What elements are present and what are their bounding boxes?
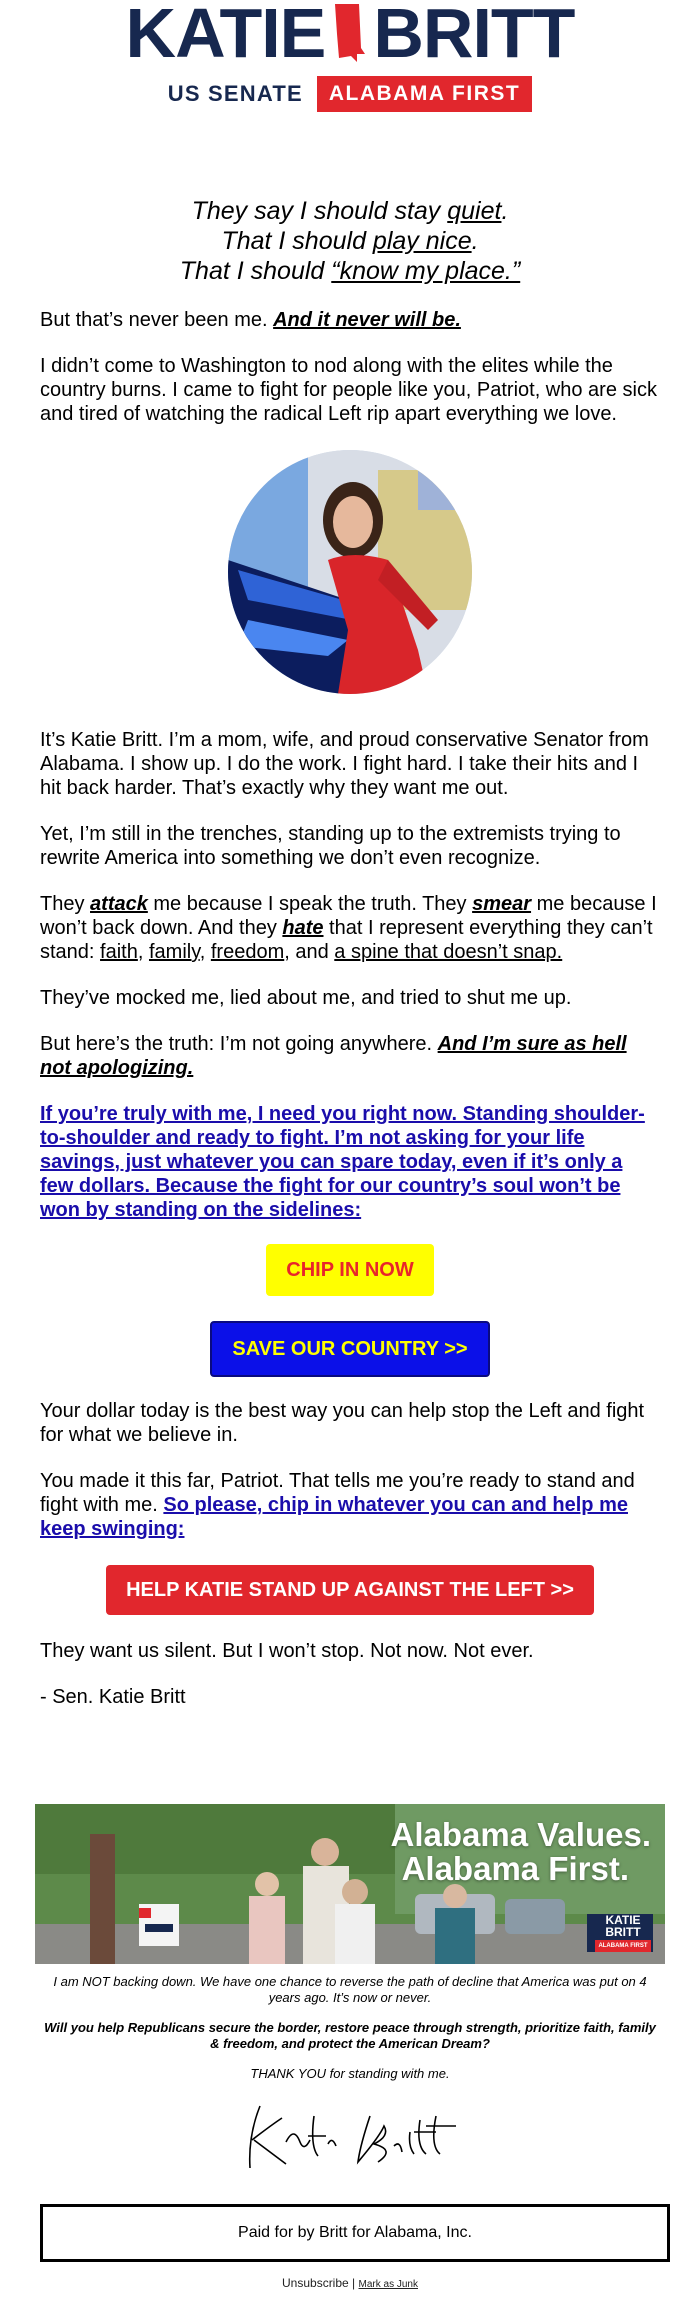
banner-headline-1: Alabama Values. [390,1816,651,1853]
intro-underline: play nice [372,227,472,255]
logo-name-left: KATIE [125,0,326,72]
paragraph-4: Yet, I’m still in the trenches, standing up to the extremists trying to rewrite America into something we don’t even recognize. [40,823,621,869]
intro-underline: “know my place.” [331,257,521,285]
p5-freedom: freedom [210,941,285,963]
footer-note-2: Will you help Republicans secure the border, restore peace through strength, prioritize faith, family & freedom, and protect the American Dream? [44,2020,656,2051]
p5-smear: smear [472,893,532,915]
help-katie-button[interactable]: HELP KATIE STAND UP AGAINST THE LEFT >> [106,1565,594,1615]
p5-hate: hate [282,917,324,939]
paragraph-3: It’s Katie Britt. I’m a mom, wife, and proud conservative Senator from Alabama. I show up. I do the work. I fight hard. I take their hits and I hit back harder. That’s exactly why they want me out. [40,729,649,799]
chip-in-now-button[interactable]: CHIP IN NOW [266,1244,434,1296]
logo-wordmark [125,0,575,72]
intro-text: That I should [221,227,373,255]
footer [40,1974,660,2290]
p5-text: , [137,941,149,963]
save-our-country-button[interactable]: SAVE OUR COUNTRY >> [210,1321,490,1377]
paragraph-8 [40,1102,660,1222]
mark-as-junk-link[interactable]: Mark as Junk [358,2279,418,2290]
intro-line-1 [40,196,660,226]
header-logo [0,0,700,130]
logo-office: US SENATE [167,81,303,106]
p5-family: family [148,941,200,963]
banner-logo-name2: BRITT [605,1925,641,1939]
donate-appeal-link[interactable]: If you’re truly with me, I need you right now. Standing shoulder-to-shoulder and ready to fight. I’m not asking for your life savings, just whatever you can spare today, even if it’s only a few dollars. Because the fight for our country’s soul won’t be won by standing on the sidelines: [40,1103,645,1221]
banner-logo-name1: KATIE [605,1913,641,1927]
intro-text: That I should [179,257,332,285]
logo-tagline: ALABAMA FIRST [317,76,532,112]
p5-text: that I represent everything they can’t stand: [40,917,653,963]
paragraph-5 [40,892,660,964]
unsubscribe-link[interactable]: Unsubscribe [282,2276,349,2290]
banner-logo [591,1914,655,1952]
email-body [40,196,660,1709]
signature-drawing [230,2096,470,2176]
p1-emphasis: And it never will be. [273,309,461,331]
paragraph-1 [40,308,660,332]
banner-logo-tag: ALABAMA FIRST [595,1940,651,1952]
p5-text: me because I speak the truth. They [147,893,473,915]
p1-text: But that’s never been me. [40,309,274,331]
footer-note-3: THANK YOU for standing with me. [250,2066,450,2081]
footer-note-1: I am NOT backing down. We have one chance to reverse the path of decline that America was put on 4 years ago. It’s now or never. [53,1974,647,2005]
intro-text: They say I should stay [191,197,448,225]
p5-text: They [40,893,91,915]
chip-in-link[interactable]: So please, chip in whatever you can and help me keep swinging: [40,1494,628,1540]
p5-attack: attack [90,893,148,915]
signoff: - Sen. Katie Britt [40,1686,186,1708]
p5-text: , and [284,941,335,963]
intro-underline: quiet [447,197,502,225]
unsubscribe-bar [40,2276,660,2290]
p5-text: me because I won’t back down. And they [40,893,657,939]
banner-headline-2: Alabama First. [401,1850,629,1887]
logo-name-right: BRITT [373,0,575,72]
paragraph-7 [40,1032,660,1080]
intro-line-2 [40,226,660,256]
paragraph-9: Your dollar today is the best way you can help stop the Left and fight for what we believe in. [40,1400,645,1446]
handwritten-signature [230,2096,470,2176]
logo-subline [0,76,700,112]
portrait-illustration [228,450,472,694]
paid-for-disclaimer: Paid for by Britt for Alabama, Inc. [40,2204,670,2262]
intro-text: . [501,197,509,225]
p10-text: You made it this far, Patriot. That tells me you’re ready to stand and fight with me. [40,1470,635,1516]
intro-verse [40,196,660,286]
p7-emphasis: And I’m sure as hell not apologizing. [40,1033,627,1079]
p7-text: But here’s the truth: I’m not going anywhere. [40,1033,438,1055]
intro-text: . [471,227,479,255]
campaign-banner-image [35,1804,665,1964]
alabama-state-icon [331,4,367,64]
paragraph-10 [40,1469,660,1541]
unsubscribe-separator: | [352,2276,356,2290]
paragraph-2: I didn’t come to Washington to nod along with the elites while the country burns. I came to fight for people like you, Patriot, who are sick and tired of watching the radical Left rip apart everything we love. [40,355,657,425]
p5-faith: faith [100,941,138,963]
paragraph-6: They’ve mocked me, lied about me, and tried to shut me up. [40,987,572,1009]
paragraph-11: They want us silent. But I won’t stop. Not now. Not ever. [40,1640,534,1662]
p5-text: , [199,941,211,963]
katie-portrait-photo [228,450,472,694]
p5-spine: a spine that doesn’t snap. [334,941,563,963]
intro-line-3 [40,256,660,286]
